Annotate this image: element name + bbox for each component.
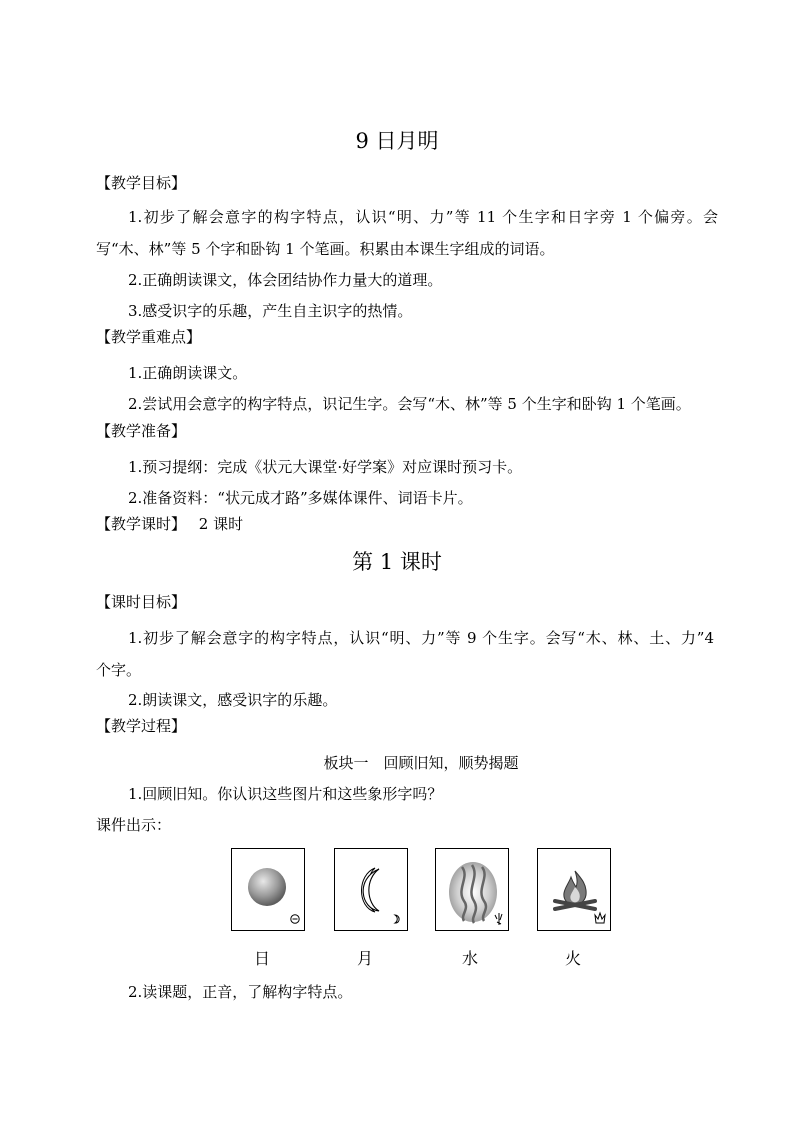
caption-water: 水 [461,949,478,968]
process-step-2: 2.读课题，正音，了解构字特点。 [128,983,353,1001]
key-point-1: 1.正确朗读课文。 [128,364,248,382]
period-goal-1-line-1: 1.初步了解会意字的构字特点，认识“明、力”等 9 个生字。会写“木、林、土、力”4 [128,629,714,647]
block-one-heading: 板块一 回顾旧知，顺势揭题 [323,754,519,772]
moon-icon [335,849,409,932]
goal-2: 2.正确朗读课文，体会团结协作力量大的道理。 [128,271,443,289]
preparation-1: 1.预习提纲：完成《状元大课堂·好学案》对应课时预习卡。 [128,458,523,476]
period-goal-1-line-2: 个字。 [96,661,142,679]
pictograph-cards [0,848,794,934]
key-point-2: 2.尝试用会意字的构字特点，识记生字。会写“木、林”等 5 个生字和卧钩 1 个笔画。 [128,395,691,413]
section-heading-process: 【教学过程】 [96,717,187,735]
section-heading-period-goals: 【课时目标】 [96,593,187,611]
fire-icon [538,849,612,932]
goal-1-line-1: 1.初步了解会意字的构字特点，认识“明、力”等 11 个生字和日字旁 1 个偏旁。会 [128,208,718,226]
caption-fire: 火 [564,949,581,968]
moon-card [334,848,408,931]
class-hours-heading: 【教学课时】 [96,515,187,533]
fire-card [537,848,611,931]
sun-icon [232,849,306,932]
preparation-2: 2.准备资料：“状元成才路”多媒体课件、词语卡片。 [128,489,473,507]
sun-card [231,848,305,931]
lesson-title: 9 日月明 [355,129,439,153]
caption-moon: 月 [356,949,373,968]
courseware-label: 课件出示： [96,816,172,834]
class-hours-row [96,514,243,534]
period-title: 第 1 课时 [352,550,442,574]
section-heading-preparation: 【教学准备】 [96,422,187,440]
goal-1-line-2: 写“木、林”等 5 个字和卧钩 1 个笔画。积累由本课生字组成的词语。 [96,240,555,258]
process-step-1: 1.回顾旧知。你认识这些图片和这些象形字吗？ [128,785,443,803]
period-goal-2: 2.朗读课文，感受识字的乐趣。 [128,691,338,709]
section-heading-goals: 【教学目标】 [96,174,187,192]
section-heading-key-points: 【教学重难点】 [96,328,202,346]
water-icon [436,849,510,932]
goal-3: 3.感受识字的乐趣，产生自主识字的热情。 [128,302,413,320]
caption-sun: 日 [253,949,270,968]
class-hours-value: 2 课时 [198,515,244,533]
water-card [435,848,509,931]
